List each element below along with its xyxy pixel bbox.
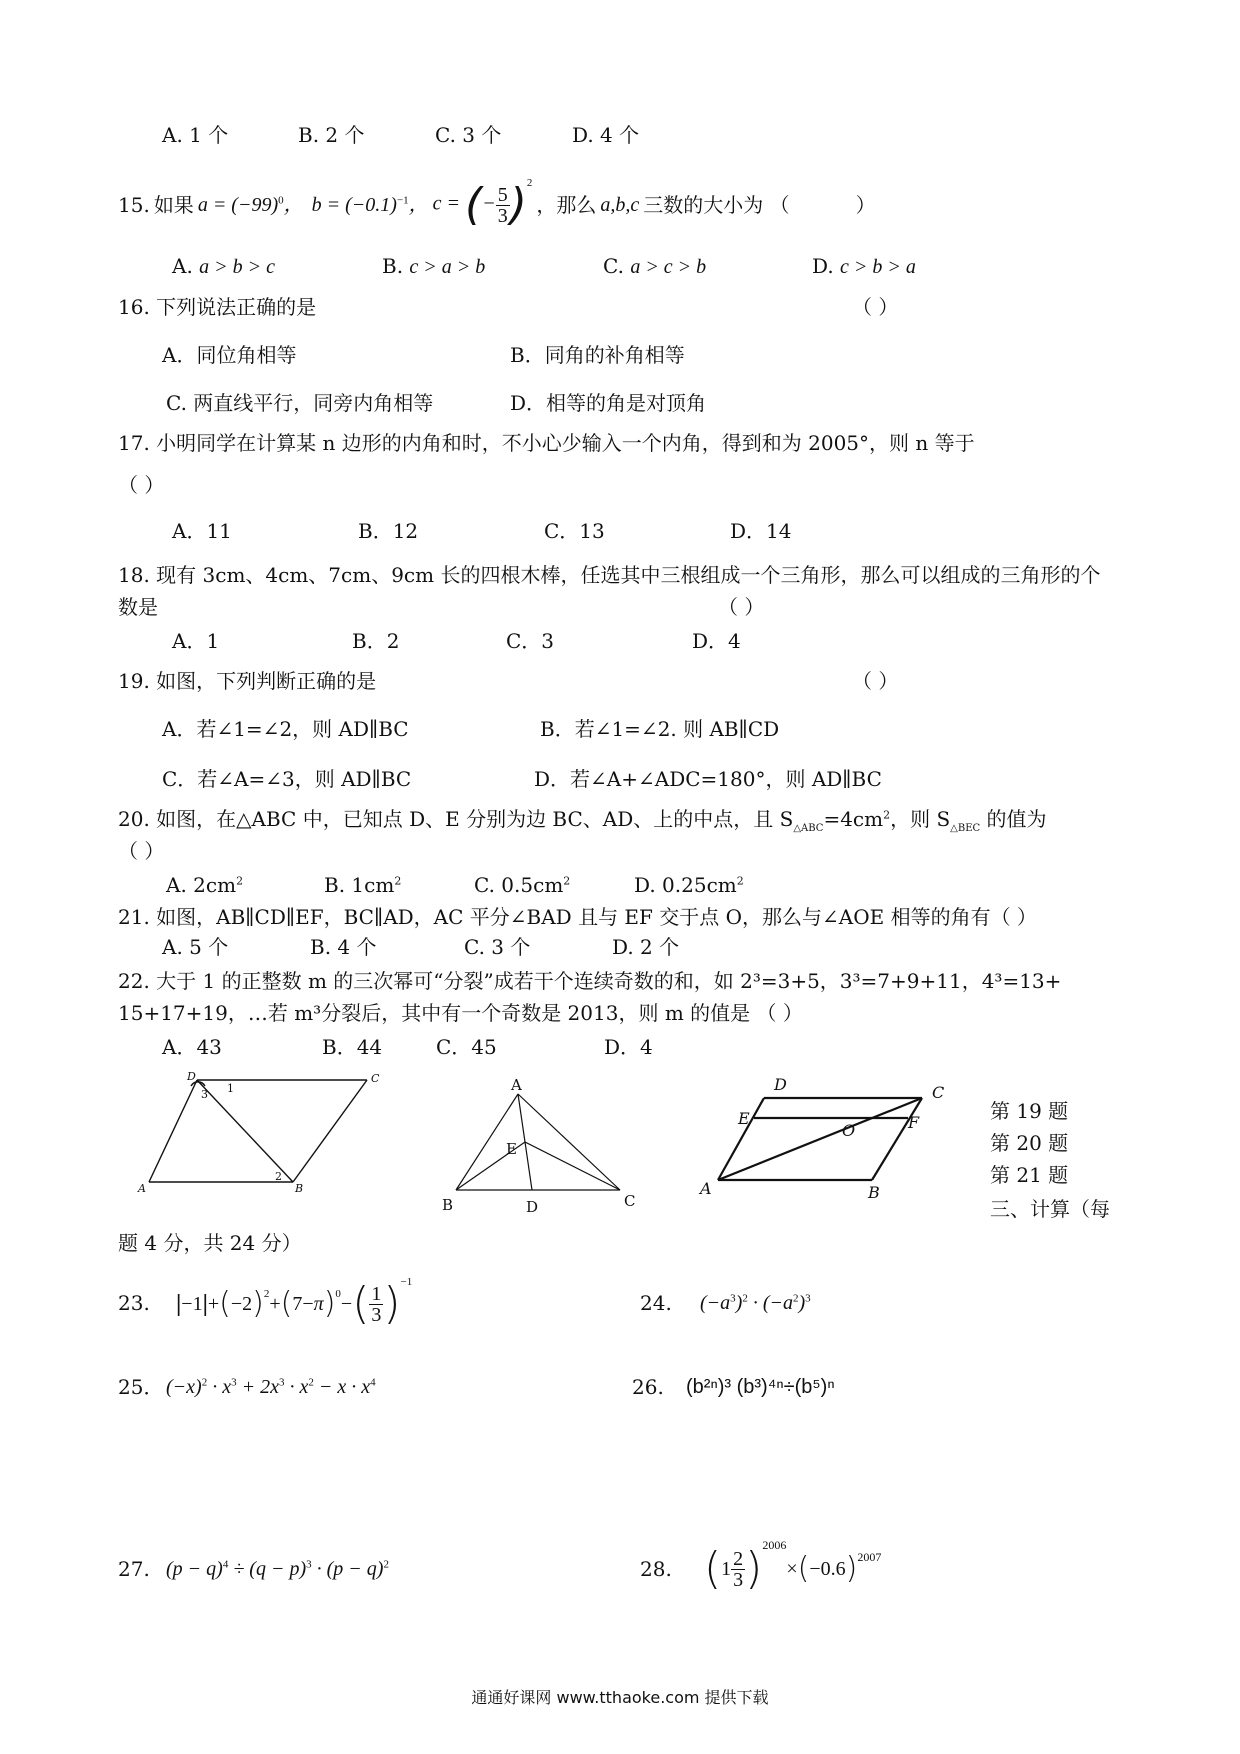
fig21-label-a: A: [700, 1179, 712, 1198]
q19-paren: （ ）: [852, 669, 899, 693]
fig21-label-c: C: [932, 1083, 945, 1102]
q14-option-c: C. 3 个: [435, 123, 502, 147]
fig21-line-bc: [872, 1098, 922, 1180]
q16-option-c: C. 两直线平行，同旁内角相等: [166, 391, 434, 415]
figure-21: [690, 1062, 980, 1202]
fig20-label-d: D: [526, 1198, 539, 1216]
fig21-label-b: B: [868, 1183, 880, 1202]
fig19-label-angle1: 1: [227, 1082, 234, 1095]
q18-paren: （ ）: [718, 595, 765, 619]
q21-option-b: B. 4 个: [310, 935, 377, 959]
fig20-label-e: E: [506, 1140, 517, 1158]
fig19-line-bc: [293, 1080, 367, 1182]
fig20-label-b: B: [442, 1196, 454, 1214]
q22-option-d: D．4: [604, 1035, 653, 1059]
q15-expr-c: c = (− $\frac{5}{3}$ )$^2$: [432, 176, 533, 230]
q28-expression: ( 1 $\frac{2}{3}$ ) $^{2006}$ × ( −0.6 ) $^{2007}$: [704, 1538, 882, 1594]
q17-stem: 17. 小明同学在计算某 n 边形的内角和时，不小心少输入一个内角，得到和为 2005°，则 n 等于: [118, 431, 975, 455]
q25-number: 25．: [118, 1375, 164, 1399]
q21-option-a: A. 5 个: [162, 935, 229, 959]
fig19-label-d: D: [187, 1072, 196, 1083]
q22-line-2: 15+17+19，…若 m³分裂后，其中有一个奇数是 2013，则 m 的值是 （ ）: [118, 1001, 803, 1025]
q14-option-d: D. 4 个: [572, 123, 640, 147]
q14-option-a: A. 1 个: [162, 123, 229, 147]
page-footer: 通通好课网 www.tthaoke.com 提供下载: [471, 1688, 769, 1707]
q15-tail: 那么: [556, 193, 597, 217]
q20-option-a: A. $2cm^2$: [166, 873, 244, 897]
q26-expression: (b²ⁿ)³ (b³)⁴ⁿ÷(b⁵)ⁿ: [686, 1376, 835, 1398]
q16-option-b: B．同角的补角相等: [510, 343, 685, 367]
caption-fig19: 第 19 题: [990, 1099, 1069, 1123]
q22-option-a: A．43: [162, 1035, 222, 1059]
section3-heading-cont: 题 4 分，共 24 分）: [118, 1231, 302, 1255]
q17-option-b: B．12: [358, 519, 419, 543]
fig21-label-f: F: [908, 1113, 920, 1132]
q15-number: 15.: [118, 193, 150, 217]
q15-tail2: 三数的大小为 （: [643, 193, 790, 217]
q20-paren: （ ）: [118, 839, 165, 863]
q20-option-b: B. $1cm^2$: [324, 873, 402, 897]
q14-option-b: B. 2 个: [298, 123, 365, 147]
q15-lead: 如果: [153, 193, 194, 217]
q16-option-a: A．同位角相等: [162, 343, 297, 367]
q19-stem: 19. 如图，下列判断正确的是: [118, 669, 377, 693]
caption-fig21: 第 21 题: [990, 1163, 1069, 1187]
q20-option-c: C. $0.5cm^2$: [474, 873, 571, 897]
q26-number: 26.: [632, 1375, 664, 1399]
q18-stem-cont: 数是: [118, 595, 158, 619]
q16-option-d: D．相等的角是对顶角: [510, 391, 707, 415]
section3-heading: 三、计算（每: [990, 1197, 1110, 1221]
q15-option-a: A. a > b > c: [172, 254, 276, 278]
q21-option-d: D. 2 个: [612, 935, 680, 959]
fig20-label-c: C: [624, 1192, 636, 1210]
q25-expression: $(-x)^2 \cdot x^3 + 2x^3 \cdot x^2 - x \cdot x^4$: [166, 1376, 376, 1398]
figure-19: [135, 1072, 395, 1202]
fig19-line-da: [149, 1080, 197, 1182]
q21-option-c: C. 3 个: [464, 935, 531, 959]
q19-option-a: A．若∠1=∠2，则 AD∥BC: [162, 717, 409, 741]
q24-expression: $(-a^3)^2 \cdot (-a^2)^3$: [700, 1292, 811, 1314]
fig19-label-angle3: 3: [201, 1088, 208, 1101]
q15-stem: 15. 如果 $a = (-99)^0$， $b = (-0.1)^{-1}$， c = (− $\frac{5}{3}$ )$^2$ ， 那么 a,b,c 三数的大小为 （ ）: [118, 176, 876, 230]
q16-stem: 16. 下列说法正确的是: [118, 295, 317, 319]
q23-number: 23.: [118, 1291, 150, 1315]
q16-paren: （ ）: [852, 295, 899, 319]
fig19-label-b: B: [295, 1182, 304, 1195]
q23-expression: | −1 | + ( −2 ) $^2$ + ( 7− π ) $^0$ − ( $\frac{1}{3}$ ) $^{-1}$: [176, 1276, 413, 1329]
q15-expr-b: $b = (-0.1)^{-1}$，: [311, 194, 429, 216]
fig19-label-c: C: [371, 1072, 380, 1085]
q28-number: 28.: [640, 1557, 672, 1581]
fig20-line-ac: [518, 1094, 620, 1190]
q15-option-d: D. c > b > a: [812, 254, 916, 278]
q22-option-b: B．44: [322, 1035, 383, 1059]
q17-option-a: A．11: [172, 519, 232, 543]
q15-option-c: C. a > c > b: [603, 254, 707, 278]
q18-option-a: A．1: [172, 629, 220, 653]
q19-option-c: C．若∠A=∠3，则 AD∥BC: [162, 767, 412, 791]
fig21-label-d: D: [774, 1075, 787, 1094]
q22-option-c: C．45: [436, 1035, 497, 1059]
q24-number: 24.: [640, 1291, 672, 1315]
q17-paren: （ ）: [118, 473, 165, 497]
q27-expression: $(p - q)^4 \div (q - p)^3 \cdot (p - q)^2$: [166, 1558, 389, 1580]
fig21-label-o: O: [842, 1121, 856, 1140]
q15-expr-a: $a = (-99)^0$，: [197, 194, 304, 216]
q18-option-b: B．2: [352, 629, 400, 653]
q21-stem: 21. 如图，AB∥CD∥EF，BC∥AD，AC 平分∠BAD 且与 EF 交于点 O，那么与∠AOE 相等的角有（ ）: [118, 905, 1037, 929]
q17-option-d: D．14: [730, 519, 792, 543]
q15-close: ）: [855, 193, 876, 217]
q22-line-1: 22. 大于 1 的正整数 m 的三次幂可“分裂”成若干个连续奇数的和，如 2³=3+5，3³=7+9+11，4³=13+: [118, 969, 1062, 993]
fig21-label-e: E: [738, 1109, 750, 1128]
q17-option-c: C．13: [544, 519, 605, 543]
fig19-label-angle2: 2: [275, 1170, 282, 1183]
q19-option-d: D．若∠A+∠ADC=180°，则 AD∥BC: [534, 767, 882, 791]
q15-option-b: B. c > a > b: [382, 254, 486, 278]
q18-option-c: C．3: [506, 629, 555, 653]
fig20-line-ec: [525, 1142, 620, 1190]
fig19-line-db: [197, 1080, 293, 1182]
q18-option-d: D．4: [692, 629, 741, 653]
q19-option-b: B．若∠1=∠2. 则 AB∥CD: [540, 717, 780, 741]
caption-fig20: 第 20 题: [990, 1131, 1069, 1155]
fig20-label-a: A: [511, 1076, 522, 1094]
q18-stem: 18. 现有 3cm、4cm、7cm、9cm 长的四根木棒，任选其中三根组成一个三角形，那么可以组成的三角形的个: [118, 563, 1101, 587]
q20-stem: 20. 如图，在△ABC 中，已知点 D、E 分别为边 BC、AD、上的中点，且 $S_{\triangle ABC}=4cm^2$，则 $S_{\triangle BEC}$ 的值为: [118, 807, 1047, 834]
q27-number: 27.: [118, 1557, 150, 1581]
fig19-label-a: A: [138, 1182, 146, 1195]
q20-option-d: D. $0.25cm^2$: [634, 873, 744, 897]
figure-20: [438, 1072, 648, 1222]
